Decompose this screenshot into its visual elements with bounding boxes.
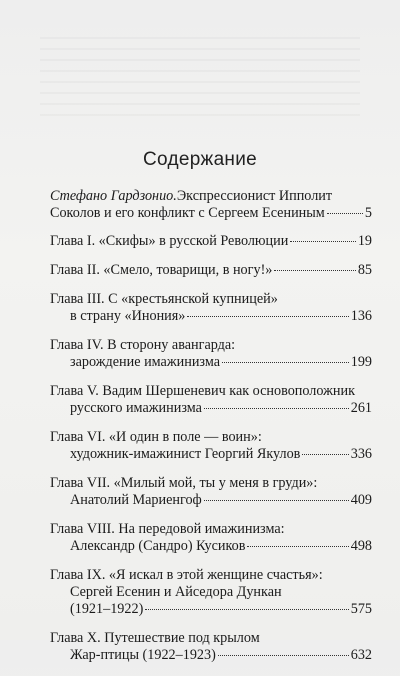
- toc-entry-chapter-8: [50, 521, 372, 555]
- toc-entry-chapter-5: [50, 383, 372, 417]
- chapter-title-continued: Сергей Есенин и Айседора Дункан: [70, 584, 282, 600]
- page-number: 136: [350, 308, 372, 324]
- intro-title-part2: Соколов и его конфликт с Сергеем Есениным: [50, 205, 325, 221]
- chapter-title-continued: русского имажинизма: [70, 400, 202, 416]
- page-number: 575: [350, 601, 372, 617]
- chapter-title: Глава V. Вадим Шершеневич как основоположник: [50, 383, 356, 399]
- chapter-title: Глава X. Путешествие под крылом: [50, 630, 260, 646]
- page-number: 632: [350, 647, 372, 663]
- page-number: 261: [350, 400, 372, 416]
- chapter-title-continued: Александр (Сандро) Кусиков: [70, 538, 246, 554]
- chapter-title: Глава VI. «И один в поле — воин»:: [50, 429, 262, 445]
- chapter-title: Глава IV. В сторону авангарда:: [50, 337, 236, 353]
- page-number: 498: [350, 538, 372, 554]
- toc-entry-chapter-1: [50, 233, 372, 250]
- show-through-text: [40, 28, 360, 124]
- page-number: 85: [357, 262, 372, 278]
- dot-leader: [302, 454, 348, 455]
- dot-leader: [290, 241, 356, 242]
- dot-leader: [187, 316, 348, 317]
- page-title: Содержание: [142, 149, 258, 170]
- page-number: 409: [350, 492, 372, 508]
- dot-leader: [145, 609, 348, 610]
- toc-entry-chapter-6: [50, 429, 372, 463]
- toc-entry-chapter-9: [50, 567, 372, 618]
- table-of-contents: [50, 188, 372, 676]
- toc-entry-chapter-4: [50, 337, 372, 371]
- dot-leader: [327, 213, 363, 214]
- toc-entry-chapter-10: [50, 630, 372, 664]
- chapter-title: Глава II. «Смело, товарищи, в ногу!»: [50, 262, 273, 278]
- dot-leader: [218, 655, 349, 656]
- intro-title-part1: Экспрессионист Ипполит: [176, 188, 333, 204]
- page-number: 199: [350, 354, 372, 370]
- toc-entry-chapter-7: [50, 475, 372, 509]
- dot-leader: [247, 546, 348, 547]
- chapter-title-continued: Анатолий Мариенгоф: [70, 492, 202, 508]
- toc-entry-chapter-2: [50, 262, 372, 279]
- dot-leader: [222, 362, 349, 363]
- chapter-title: Глава VII. «Милый мой, ты у меня в груди»:: [50, 475, 318, 491]
- toc-entry-intro: [50, 188, 372, 222]
- dot-leader: [204, 408, 349, 409]
- chapter-title-continued: Жар-птицы (1922–1923): [70, 647, 216, 663]
- page-number: 336: [350, 446, 372, 462]
- page-number: 5: [364, 205, 372, 221]
- chapter-title-continued: в страну «Инония»: [70, 308, 186, 324]
- dot-leader: [204, 500, 349, 501]
- chapter-title: Глава III. С «крестьянской купницей»: [50, 291, 278, 307]
- chapter-title: Глава IX. «Я искал в этой женщине счастья»:: [50, 567, 323, 583]
- toc-entry-chapter-3: [50, 291, 372, 325]
- dot-leader: [274, 270, 355, 271]
- chapter-title-continued: художник-имажинист Георгий Якулов: [70, 446, 301, 462]
- page-number: 19: [357, 233, 372, 249]
- intro-author: Стефано Гардзонио.: [50, 188, 177, 204]
- chapter-title-continued: (1921–1922): [70, 601, 144, 617]
- chapter-title: Глава I. «Скифы» в русской Революции: [50, 233, 289, 249]
- chapter-title-continued: зарождение имажинизма: [70, 354, 221, 370]
- chapter-title: Глава VIII. На передовой имажинизма:: [50, 521, 285, 537]
